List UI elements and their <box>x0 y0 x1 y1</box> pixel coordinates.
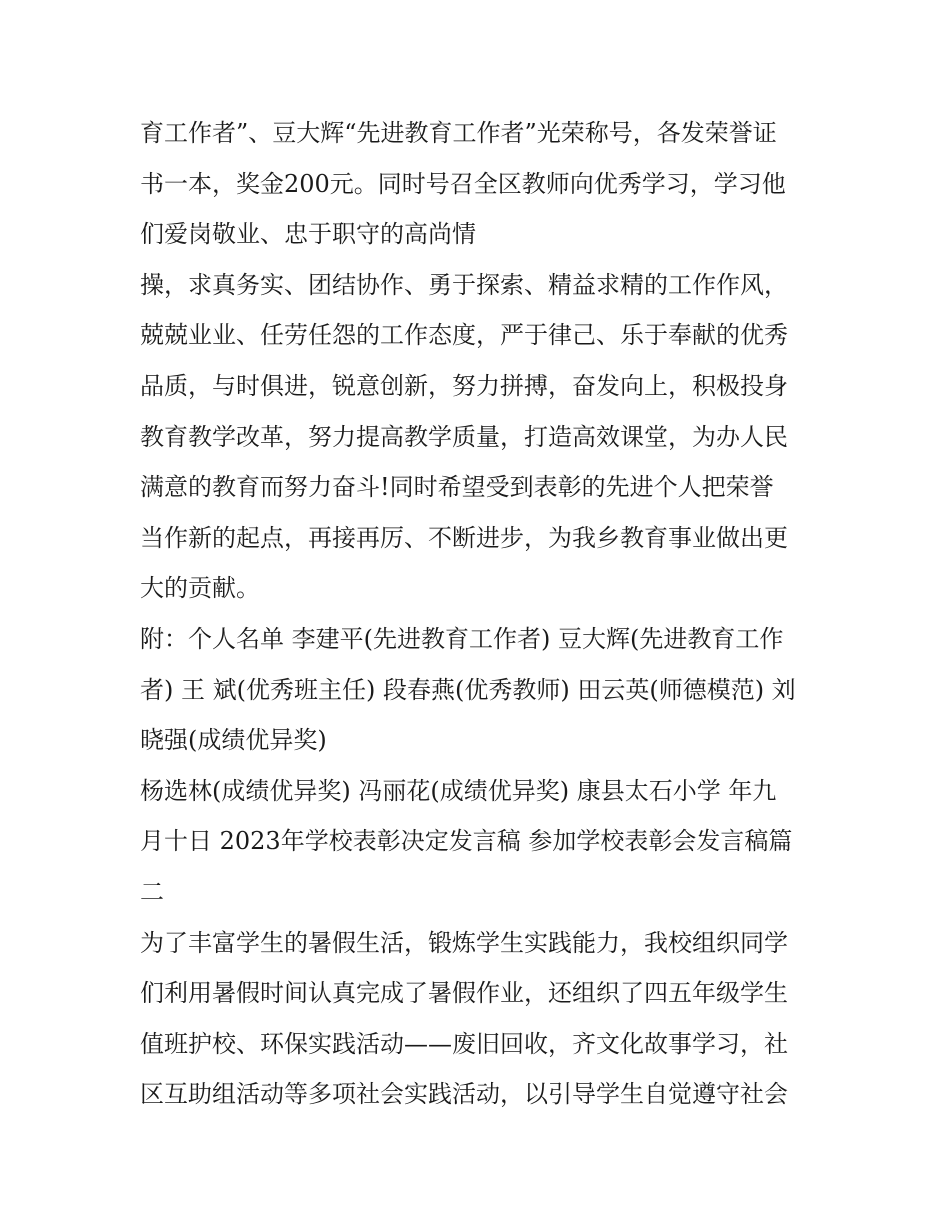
text-line: 们利用暑假时间认真完成了暑假作业，还组织了四五年级学生 <box>140 979 788 1008</box>
text-line: 教育教学改革，努力提高教学质量，打造高效课堂，为办人民 <box>140 422 788 451</box>
text-line: 育工作者”、豆大辉“先进教育工作者”光荣称号，各发荣誉证 <box>140 119 777 147</box>
text-line: 晓强(成绩优异奖) <box>140 726 327 755</box>
text-line: 附：个人名单 李建平(先进教育工作者) 豆大辉(先进教育工作 <box>140 624 784 653</box>
text-line: 值班护校、环保实践活动——废旧回收，齐文化故事学习，社 <box>140 1029 788 1058</box>
text-line: 二 <box>140 877 164 906</box>
document-body <box>140 108 830 1120</box>
text-line: 品质，与时俱进，锐意创新，努力拼搏，奋发向上，积极投身 <box>140 371 788 400</box>
text-line: 满意的教育而努力奋斗!同时希望受到表彰的先进个人把荣誉 <box>140 473 774 502</box>
text-line: 操，求真务实、团结协作、勇于探索、精益求精的工作作风， <box>140 270 788 299</box>
text-line: 兢兢业业、任劳任怨的工作态度，严于律己、乐于奉献的优秀 <box>140 321 788 350</box>
text-line: 月十日 2023年学校表彰决定发言稿 参加学校表彰会发言稿篇 <box>140 827 793 856</box>
text-line: 们爱岗敬业、忠于职守的高尚情 <box>140 220 476 249</box>
text-line: 书一本，奖金200元。同时号召全区教师向优秀学习，学习他 <box>140 169 786 198</box>
text-line: 当作新的起点，再接再厉、不断进步，为我乡教育事业做出更 <box>140 523 788 552</box>
text-line: 者) 王 斌(优秀班主任) 段春燕(优秀教师) 田云英(师德模范) 刘 <box>140 675 796 704</box>
text-line: 杨选林(成绩优异奖) 冯丽花(成绩优异奖) 康县太石小学 年九 <box>140 776 777 805</box>
text-line: 区互助组活动等多项社会实践活动，以引导学生自觉遵守社会 <box>140 1080 788 1109</box>
text-line: 大的贡献。 <box>140 574 260 603</box>
text-line: 为了丰富学生的暑假生活，锻炼学生实践能力，我校组织同学 <box>140 928 788 957</box>
